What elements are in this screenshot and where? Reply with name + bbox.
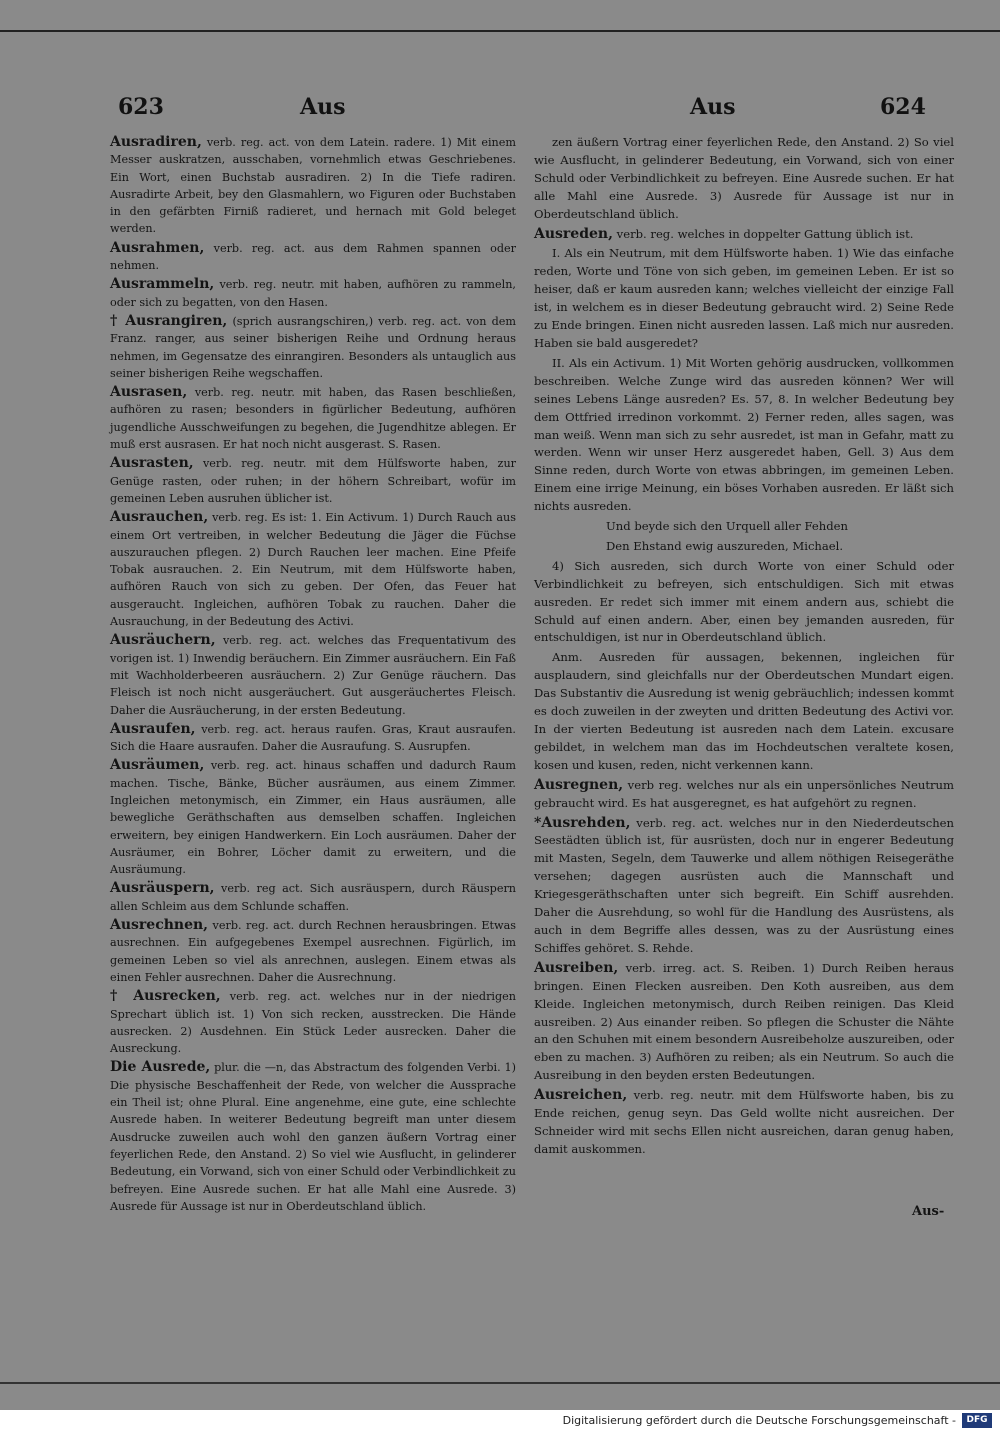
dictionary-entry bbox=[534, 960, 954, 1085]
entry-headword: † Ausrangiren, bbox=[110, 312, 228, 329]
entry-text: (sprich ausrangschiren,) verb. reg. act. von dem Franz. ranger, aus seiner bisherigen Reihe und Ordnung heraus nehmen, im Gegensatze des einrangiren. Besonders als untauglich aus seiner bisherigen Reihe wegschaffen. bbox=[110, 314, 517, 380]
entry-text: verb. reg. act. welches das Frequentativum des vorigen ist. 1) Inwendig beräuchern. Ein Zimmer ausräuchern. Ein Faß mit Wachholderbeeren ausräuchern. 2) Zur Genüge räuchern. Das Fleisch ist noch nicht ausgeräuchert. Gut ausgeräuchertes Fleisch. Daher die Ausräucherung, in der ersten Bedeutung. bbox=[110, 634, 516, 717]
dictionary-entry bbox=[110, 134, 516, 238]
entry-headword: Ausrasten, bbox=[110, 455, 194, 472]
dictionary-entry bbox=[110, 917, 516, 986]
entry-text: Und beyde sich den Urquell aller Fehden bbox=[606, 519, 848, 534]
dictionary-entry bbox=[110, 757, 516, 878]
entry-headword: Ausräumen, bbox=[110, 757, 205, 774]
entry-text: II. Als ein Activum. 1) Mit Worten gehörig ausdrucken, vollkommen beschreiben. Welche Zunge wird das ausreden können? Wer will seines Lebens Länge ausreden? Es. 57, 8. In welcher Bedeutung bey dem Ottfried irredinon vorkommt. 2) Ferner reden, alles sagen, was man weiß. Wenn man sich zu sehr ausredet, ist man in Gefahr, matt zu werden. Wenn wir unser Herz ausgeredet haben, Gell. 3) Aus dem Sinne reden, durch Worte von etwas abbringen, im gemeinen Leben. Einem eine irrige Meinung, ein böses Vorhaben ausreden. Er läßt sich nichts ausreden. bbox=[534, 355, 954, 514]
entry-text: verb. reg. neutr. mit haben, aufhören zu rammeln, oder sich zu begatten, von den Hasen. bbox=[110, 278, 516, 309]
entry-text: verb. reg. act. durch Rechnen herausbringen. Etwas ausrechnen. Ein aufgegebenes Exempel ausrechnen. Figürlich, im gemeinen Leben so viel als anrechnen, auslegen. Einem etwas als einen Fehler ausrechnen. Daher die Ausrechnung. bbox=[110, 919, 516, 984]
left-running-head: Aus bbox=[300, 94, 346, 120]
entry-headword: Ausrasen, bbox=[110, 384, 188, 401]
entry-headword: † Ausrecken, bbox=[110, 988, 221, 1005]
entry-text: verb. reg. neutr. mit dem Hülfsworte haben, zur Genüge rasten, oder ruhen; in der höhern Schreibart, wofür im gemeinen Leben ausruhen üblicher ist. bbox=[110, 457, 516, 505]
entry-text: verb. reg. act. hinaus schaffen und dadurch Raum machen. Tische, Bänke, Bücher ausräumen, aus einem Zimmer. Ingleichen metonymisch, ein Zimmer, ein Haus ausräumen, alle bewegliche Geräthschaften aus demselben schaffen. Ingleichen erweitern, bey einigen Handwerkern. Ein Loch ausräumen. Daher der Ausräumer, ein Bohrer, Löcher damit zu erweitern, und die Ausräumung. bbox=[110, 759, 516, 877]
dictionary-entry bbox=[110, 240, 516, 275]
dictionary-entry bbox=[534, 355, 954, 516]
dictionary-entry bbox=[534, 815, 954, 958]
dictionary-entry bbox=[110, 1059, 516, 1215]
footer bbox=[0, 1410, 1000, 1432]
right-running-head: Aus bbox=[690, 94, 736, 120]
dictionary-entry bbox=[110, 721, 516, 756]
left-page-number: 623 bbox=[118, 94, 164, 120]
entry-text: verb. reg. neutr. mit haben, das Rasen beschließen, aufhören zu rasen; besonders in figürlicher Bedeutung, aufhören jugendliche Ausschweifungen zu begehen, die Jugendhitze ablegen. Er muß erst ausrasen. Er hat noch nicht ausgerast. S. Rasen. bbox=[110, 386, 516, 452]
left-column bbox=[110, 134, 516, 1217]
entry-text: verb. reg. act. welches nur in der niedrigen Sprechart üblich ist. 1) Von sich recken, ausstrecken. Die Hände ausrecken. 2) Ausdehnen. Ein Stück Leder ausrecken. Daher die Ausreckung. bbox=[110, 990, 516, 1056]
entry-headword: Ausreiben, bbox=[534, 959, 619, 976]
dictionary-entry bbox=[534, 538, 954, 556]
scan-edge-top bbox=[0, 30, 1000, 32]
dictionary-entry bbox=[534, 518, 954, 536]
entry-headword: Die Ausrede, bbox=[110, 1059, 211, 1076]
entry-text: verb. reg. act. welches nur in den Niederdeutschen Seestädten üblich ist, für ausrüsten, doch nur in engerer Bedeutung mit Masten, Segeln, dem Tauwerke und allem nöthigen Reisegeräthe versehen; dagegen ausrüsten auch die Mannschaft und Kriegesgeräthschaften unter sich begreift. Ein Schiff ausrehden. Daher die Ausrehdung, so wohl für die Handlung des Ausrüstens, als auch in dem Begriffe alles dessen, was zu der Ausrüstung eines Schiffes gehöret. S. Rehde. bbox=[534, 815, 954, 955]
entry-headword: Ausräuchern, bbox=[110, 632, 216, 649]
entry-text: Den Ehstand ewig auszureden, Michael. bbox=[606, 538, 844, 553]
catchword: Aus- bbox=[912, 1204, 945, 1219]
entry-headword: Ausreden, bbox=[534, 225, 613, 242]
footer-credit: Digitalisierung gefördert durch die Deutsche Forschungsgemeinschaft - bbox=[562, 1414, 956, 1427]
right-page-number: 624 bbox=[880, 94, 926, 120]
dictionary-entry bbox=[534, 1087, 954, 1159]
dictionary-entry bbox=[534, 558, 954, 648]
entry-headword: *Ausrehden, bbox=[534, 814, 631, 831]
dictionary-entry bbox=[110, 509, 516, 630]
entry-headword: Ausrammeln, bbox=[110, 276, 215, 293]
entry-text: verb. reg. neutr. mit dem Hülfsworte haben, bis zu Ende reichen, genug seyn. Das Geld wollte nicht ausreichen. Der Schneider wird mit sechs Ellen nicht ausreichen, daran genug haben, damit auskommen. bbox=[534, 1088, 955, 1156]
entry-text: verb. reg. welches in doppelter Gattung üblich ist. bbox=[616, 226, 914, 241]
dictionary-entry bbox=[110, 313, 516, 382]
dictionary-entry bbox=[110, 632, 516, 718]
dictionary-entry bbox=[110, 384, 516, 453]
entry-headword: Ausraufen, bbox=[110, 720, 196, 737]
dfg-logo: DFG bbox=[962, 1413, 992, 1428]
entry-headword: Ausrahmen, bbox=[110, 239, 205, 256]
entry-headword: Ausreichen, bbox=[534, 1087, 628, 1104]
entry-text: verb. reg act. Sich ausräuspern, durch Räuspern allen Schleim aus dem Schlunde schaffen. bbox=[110, 882, 517, 913]
dictionary-entry bbox=[110, 455, 516, 507]
entry-text: verb. reg. act. heraus raufen. Gras, Kraut ausraufen. Sich die Haare ausraufen. Daher die Ausraufung. S. Ausrupfen. bbox=[110, 722, 516, 754]
entry-headword: Ausrauchen, bbox=[110, 509, 209, 526]
dictionary-entry bbox=[534, 649, 954, 774]
entry-headword: Ausradiren, bbox=[110, 134, 202, 150]
entry-headword: Ausrechnen, bbox=[110, 917, 209, 934]
dictionary-entry bbox=[110, 880, 516, 915]
dictionary-entry bbox=[534, 134, 954, 224]
dictionary-entry bbox=[534, 777, 954, 813]
right-column bbox=[534, 134, 954, 1161]
entry-text: verb. irreg. act. S. Reiben. 1) Durch Reiben heraus bringen. Einen Flecken ausreiben. Den Koth ausreiben, aus dem Kleide. Ingleichen metonymisch, durch Reiben reinigen. Das Kleid ausreiben. 2) Aus einander reiben. So pflegen die Schuster die Nähte an den Schuhen mit einem besondern Ausreibeholze auszureiben, oder eben zu machen. 3) Aufhören zu reiben; als ein Neutrum. So auch die Ausreibung in den beyden ersten Bedeutungen. bbox=[534, 960, 954, 1083]
entry-text: plur. die —n, das Abstractum des folgenden Verbi. 1) Die physische Beschaffenheit der Rede, von welcher die Aussprache ein Theil ist; ohne Plural. Eine angenehme, eine gute, eine schlechte Ausrede haben. In weiterer Bedeutung begreift man unter diesem Ausdrucke zuweilen auch wohl den ganzen äußern Vortrag einer feyerlichen Rede, den Anstand. 2) So viel wie Ausflucht, in gelinderer Bedeutung, ein Vorwand, sich von einer Schuld oder Verbindlichkeit zu befreyen. Eine Ausrede suchen. Er hat alle Mahl eine Ausrede. 3) Ausrede für Aussage ist nur in Oberdeutschland üblich. bbox=[110, 1061, 516, 1213]
dictionary-entry bbox=[110, 988, 516, 1057]
dictionary-entry bbox=[534, 226, 954, 244]
entry-headword: Ausregnen, bbox=[534, 776, 624, 793]
entry-text: verb. reg. Es ist: 1. Ein Activum. 1) Durch Rauch aus einem Ort vertreiben, in welcher Bedeutung die Jäger die Füchse auszurauchen pflegen. 2) Durch Rauchen leer machen. Eine Pfeife Tobak ausrauchen. 2. Ein Neutrum, mit dem Hülfsworte haben, aufhören Rauch von sich zu geben. Der Ofen, das Feuer hat ausgeraucht. Ingleichen, aufhören Tobak zu rauchen. Daher die Ausrauchung, in der Bedeutung des Activi. bbox=[110, 511, 516, 629]
dictionary-entry bbox=[534, 245, 954, 352]
entry-headword: Ausräuspern, bbox=[110, 880, 215, 897]
scan-edge-bottom bbox=[0, 1382, 1000, 1384]
dictionary-entry bbox=[110, 276, 516, 311]
entry-text: Anm. Ausreden für aussagen, bekennen, ingleichen für ausplaudern, sind gleichfalls nur der Oberdeutschen Mundart eigen. Das Substantiv die Ausredung ist wenig gebräuchlich; indessen kommt es doch zuweilen in der zweyten und dritten Bedeutung des Activi vor. In der vierten Bedeutung ist ausreden nach dem Latein. excusare gebildet, in welchem man das im Hochdeutschen veraltete kosen, kosen und kusen, reden, nicht verkennen kann. bbox=[534, 650, 954, 772]
entry-text: I. Als ein Neutrum, mit dem Hülfsworte haben. 1) Wie das einfache reden, Worte und Töne von sich geben, im gemeinen Leben. Er ist so heiser, daß er kaum ausreden kann; welches vielleicht der einzige Fall ist, in welchem es in dieser Bedeutung gebraucht wird. 2) Seine Rede zu Ende bringen. Einen nicht ausreden lassen. Laß mich nur ausreden. Haben sie bald ausgeredet? bbox=[534, 246, 954, 350]
entry-text: verb. reg. act. aus dem Rahmen spannen oder nehmen. bbox=[110, 241, 516, 273]
entry-text: verb reg. welches nur als ein unpersönliches Neutrum gebraucht wird. Es hat ausgeregnet, es hat aufgehört zu regnen. bbox=[534, 777, 954, 810]
entry-text: zen äußern Vortrag einer feyerlichen Rede, den Anstand. 2) So viel wie Ausflucht, in gelinderer Bedeutung, ein Vorwand, sich von einer Schuld oder Verbindlichkeit zu befreyen. Eine Ausrede suchen. Er hat alle Mahl eine Ausrede. 3) Ausrede für Aussage ist nur in Oberdeutschland üblich. bbox=[534, 135, 954, 221]
entry-text: verb. reg. act. von dem Latein. radere. 1) Mit einem Messer auskratzen, ausschaben, vornehmlich etwas Geschriebenes. Ein Wort, einen Buchstab ausradiren. 2) In die Tiefe radiren. Ausradirte Arbeit, bey den Glasmahlern, wo Figuren oder Buchstaben in den gefärbten Firniß radieret, und hernach mit Gold beleget werden. bbox=[110, 136, 516, 236]
entry-text: 4) Sich ausreden, sich durch Worte von einer Schuld oder Verbindlichkeit zu befreyen, sich entschuldigen. Sich mit etwas ausreden. Er redet sich immer mit einem andern aus, schiebt die Schuld auf einen andern. Aber, einen bey jemanden ausreden, für entschuldigen, ist nur in Oberdeutschland üblich. bbox=[534, 558, 954, 645]
